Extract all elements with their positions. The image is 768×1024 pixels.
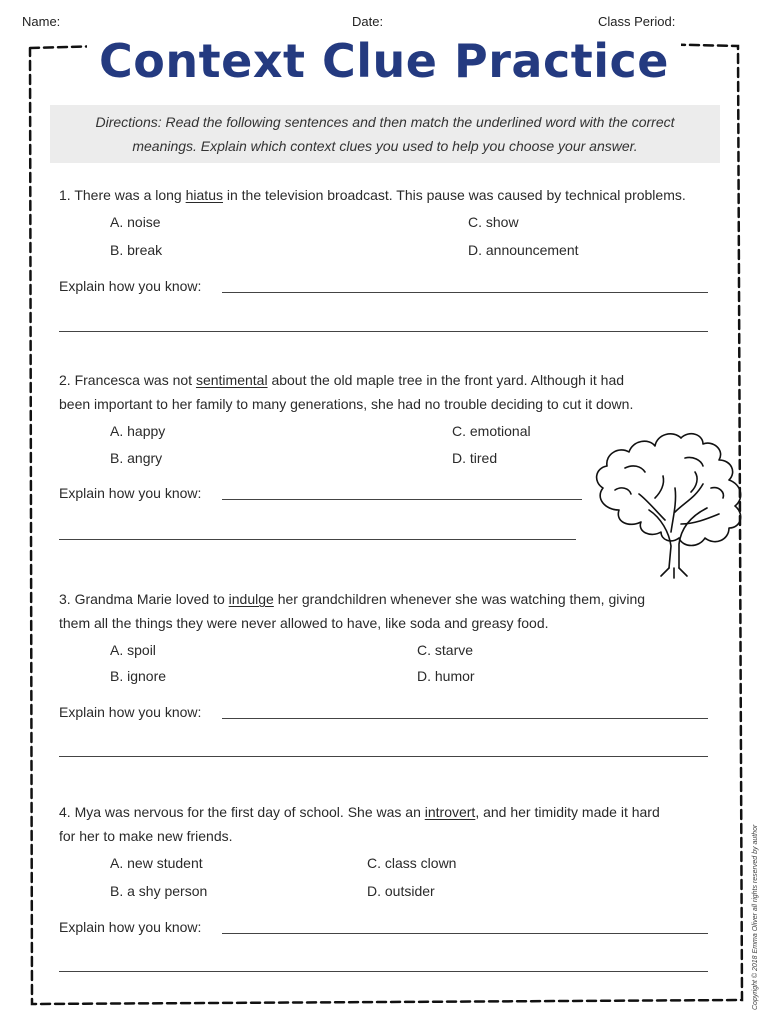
q4-explain-label: Explain how you know: [59,919,202,935]
question-3-text-line-2: them all the things they were never allowed to have, like soda and greasy food. [59,615,549,631]
underlined-word-hiatus: hiatus [185,187,223,203]
question-2-text: 2. Francesca was not sentimental about the old maple tree in the front yard. Although it had [59,372,625,388]
class-period-label: Class Period: [598,14,676,29]
q2-answer-line-1[interactable] [222,499,582,500]
underlined-word-introvert: introvert [424,804,476,820]
q4-option-c[interactable]: C. class clown [367,855,457,871]
q3-answer-line-2[interactable] [59,756,708,757]
directions-line-2: meanings. Explain which context clues you used to help you choose your answer. [132,138,638,154]
q2-option-d[interactable]: D. tired [452,450,498,466]
q2-option-b[interactable]: B. angry [110,450,163,466]
q3-option-c[interactable]: C. starve [417,642,474,658]
q1-answer-line-2[interactable] [59,331,708,332]
page-title: Context Clue Practice [0,30,768,92]
q4-answer-line-2[interactable] [59,971,708,972]
q2-option-a[interactable]: A. happy [110,423,166,439]
q3-option-a[interactable]: A. spoil [110,642,156,658]
name-label: Name: [22,14,61,29]
copyright-notice: Copyright © 2018 Emma Oliver all rights reserved by author [752,824,759,1010]
underlined-word-sentimental: sentimental [195,372,268,388]
q2-explain-label: Explain how you know: [59,485,202,501]
date-label: Date: [352,14,384,29]
question-4-text: 4. Mya was nervous for the first day of school. She was an introvert, and her timidity made it hard [59,804,660,820]
q4-option-b[interactable]: B. a shy person [110,883,208,899]
q3-option-b[interactable]: B. ignore [110,668,167,684]
tree-icon [585,428,760,583]
q1-option-d[interactable]: D. announcement [468,242,579,258]
q1-answer-line-1[interactable] [222,292,708,293]
q1-option-b[interactable]: B. break [110,242,163,258]
q2-answer-line-2[interactable] [59,539,576,540]
question-1-text: 1. There was a long hiatus in the television broadcast. This pause was caused by technical problems. [59,187,686,203]
q1-option-c[interactable]: C. show [468,214,519,230]
q1-option-a[interactable]: A. noise [110,214,161,230]
q4-answer-line-1[interactable] [222,933,708,934]
directions-box [50,105,720,163]
q3-option-d[interactable]: D. humor [417,668,475,684]
q3-answer-line-1[interactable] [222,718,708,719]
underlined-word-indulge: indulge [228,591,274,607]
q1-explain-label: Explain how you know: [59,278,202,294]
question-3-text: 3. Grandma Marie loved to indulge her grandchildren whenever she was watching them, giving [59,591,646,607]
directions-line-1: Directions: Read the following sentences and then match the underlined word with the correct [95,114,675,130]
q2-option-c[interactable]: C. emotional [452,423,531,439]
question-2-text-line-2: been important to her family to many generations, she had no trouble deciding to cut it down. [59,396,634,412]
q4-option-d[interactable]: D. outsider [367,883,435,899]
q3-explain-label: Explain how you know: [59,704,202,720]
q4-option-a[interactable]: A. new student [110,855,203,871]
question-4-text-line-2: for her to make new friends. [59,828,233,844]
